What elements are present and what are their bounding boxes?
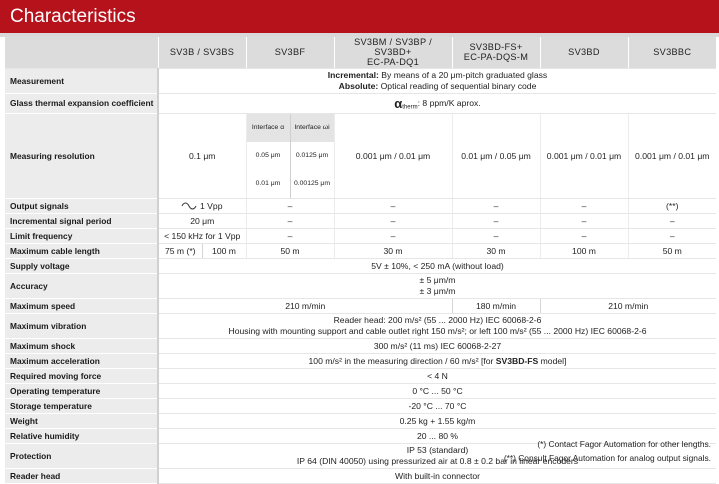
- column-header-line: SV3BM / SV3BP /: [354, 37, 432, 48]
- table-row: [5, 368, 716, 383]
- row-label: Maximum speed: [5, 298, 158, 313]
- cell: –: [628, 228, 716, 243]
- cell: 210 m/min: [158, 298, 452, 313]
- text: By means of a 20 μm-pitch graduated glass: [378, 69, 548, 80]
- cell: –: [452, 228, 540, 243]
- row-value: < 4 N: [158, 368, 716, 383]
- row-value: 5V ± 10%, < 250 mA (without load): [158, 258, 716, 273]
- cell-text: 1 Vpp: [200, 200, 223, 211]
- text-bold: Incremental:: [327, 69, 379, 80]
- text-line: ± 5 μm/m: [419, 274, 456, 285]
- column-header-line: SV3BD+: [374, 47, 412, 58]
- cell: 30 m: [452, 243, 540, 258]
- column-header-line: EC-PA-DQS-M: [463, 52, 529, 63]
- row-value: 20 ... 80 %: [158, 428, 716, 443]
- cell: –: [334, 213, 452, 228]
- row-value: [158, 68, 716, 93]
- row-value: [158, 93, 716, 113]
- subtable-cell: 0.00125 μm: [293, 179, 331, 187]
- row-value: 0.25 kg + 1.55 kg/m: [158, 413, 716, 428]
- cell: 0.01 μm / 0.05 μm: [452, 113, 540, 198]
- row-label: Maximum vibration: [5, 313, 158, 338]
- row-label: Reader head: [5, 468, 158, 483]
- row-value: 0 °C ... 50 °C: [158, 383, 716, 398]
- text: : 8 ppm/K aprox.: [417, 97, 481, 108]
- subtable-header: Interface ωi: [290, 114, 334, 142]
- table-row: [5, 68, 716, 93]
- row-label: Incremental signal period: [5, 213, 158, 228]
- row-label: Output signals: [5, 198, 158, 213]
- text-bold: SV3BD-FS: [495, 355, 539, 366]
- table-row: [5, 413, 716, 428]
- cell: [246, 113, 334, 198]
- cell: –: [452, 198, 540, 213]
- cell: –: [246, 228, 334, 243]
- row-value: [158, 353, 716, 368]
- table-row: [5, 228, 716, 243]
- text: 100 m/s² in the measuring direction / 60 m/s² [for: [308, 355, 496, 366]
- subtable-cell: 0.05 μm: [247, 142, 291, 170]
- table-row: [5, 338, 716, 353]
- row-label: Relative humidity: [5, 428, 158, 443]
- text-line: ± 3 μm/m: [419, 285, 456, 296]
- column-header-line: EC-PA-DQ1: [366, 57, 420, 68]
- table-row: [5, 198, 716, 213]
- subtable-header: Interface α: [247, 114, 291, 142]
- table-row: [5, 258, 716, 273]
- row-label: Maximum shock: [5, 338, 158, 353]
- cell: < 150 kHz for 1 Vpp: [158, 228, 246, 243]
- cell: 100 m: [540, 243, 628, 258]
- column-header: SV3B / SV3BS: [158, 37, 246, 68]
- cell: [158, 198, 246, 213]
- cell: (**): [628, 198, 716, 213]
- cell: 50 m: [246, 243, 334, 258]
- column-header: [452, 37, 540, 68]
- row-label: Limit frequency: [5, 228, 158, 243]
- cell: –: [540, 198, 628, 213]
- characteristics-table: [5, 37, 716, 484]
- subtable-cell: 0.0125 μm: [295, 151, 329, 159]
- cell: 100 m: [202, 243, 246, 258]
- table-row: [5, 113, 716, 198]
- text-bold: Absolute:: [338, 80, 379, 91]
- table-row: [5, 353, 716, 368]
- section-title: Characteristics: [0, 0, 719, 33]
- row-value: With built-in connector: [158, 468, 716, 483]
- column-header: SV3BF: [246, 37, 334, 68]
- cell: 0.001 μm / 0.01 μm: [334, 113, 452, 198]
- cell: –: [540, 228, 628, 243]
- row-label: Glass thermal expansion coefficient: [5, 93, 158, 113]
- subtable-cell: 0.01 μm: [247, 170, 291, 198]
- cell: –: [628, 213, 716, 228]
- table-row: [5, 273, 716, 298]
- row-value: 300 m/s² (11 ms) IEC 60068-2-27: [158, 338, 716, 353]
- cell: –: [540, 213, 628, 228]
- alpha-symbol: α: [394, 95, 403, 111]
- cell: 180 m/min: [452, 298, 540, 313]
- table-row: [5, 383, 716, 398]
- header-blank: [5, 37, 158, 68]
- row-label: Measurement: [5, 68, 158, 93]
- table-row: [5, 213, 716, 228]
- table-row: [5, 243, 716, 258]
- row-label: Accuracy: [5, 273, 158, 298]
- table-header-row: [5, 37, 716, 68]
- row-value: -20 °C ... 70 °C: [158, 398, 716, 413]
- row-label: Weight: [5, 413, 158, 428]
- cell: 50 m: [628, 243, 716, 258]
- row-label: Maximum acceleration: [5, 353, 158, 368]
- text-line: Housing with mounting support and cable outlet right 150 m/s²; or left 100 m/s² (55 ... 2000 Hz) IEC 60068-2-6: [228, 325, 647, 336]
- footnotes: [504, 437, 711, 465]
- cell: –: [246, 198, 334, 213]
- text-line: Reader head: 200 m/s² (55 ... 2000 Hz) IEC 60068-2-6: [333, 314, 542, 325]
- cell: 210 m/min: [540, 298, 716, 313]
- row-label: Maximum cable length: [5, 243, 158, 258]
- cell: 20 μm: [158, 213, 246, 228]
- footnote: (**) Consult Fagor Automation for analog output signals.: [503, 453, 711, 463]
- subscript: therm: [402, 103, 418, 110]
- table-row: [5, 298, 716, 313]
- column-header: SV3BBC: [628, 37, 716, 68]
- footnote: (*) Contact Fagor Automation for other lengths.: [537, 439, 711, 449]
- row-label: Operating temperature: [5, 383, 158, 398]
- row-label: Storage temperature: [5, 398, 158, 413]
- table-row: [5, 93, 716, 113]
- cell: 30 m: [334, 243, 452, 258]
- interface-subtable: [247, 114, 334, 198]
- table-row: [5, 398, 716, 413]
- cell: 0.001 μm / 0.01 μm: [628, 113, 716, 198]
- cell: 75 m (*): [158, 243, 202, 258]
- row-value: [158, 313, 716, 338]
- cell: –: [452, 213, 540, 228]
- column-header: [334, 37, 452, 68]
- cell: –: [334, 198, 452, 213]
- text-line: IP 64 (DIN 40050) using pressurized air at 0.8 ± 0.2 bar in linear encoders: [296, 455, 579, 466]
- row-label: Required moving force: [5, 368, 158, 383]
- row-label: Supply voltage: [5, 258, 158, 273]
- table-row: [5, 313, 716, 338]
- column-header-line: SV3BD-FS+: [469, 42, 523, 53]
- sine-wave-icon: [182, 203, 196, 209]
- table-row: [5, 468, 716, 483]
- text: Optical reading of sequential binary code: [378, 80, 537, 91]
- text: model]: [538, 355, 567, 366]
- row-label: Measuring resolution: [5, 113, 158, 198]
- cell: 0.001 μm / 0.01 μm: [540, 113, 628, 198]
- text-line: IP 53 (standard): [406, 444, 469, 455]
- cell: 0.1 μm: [158, 113, 246, 198]
- row-value: [158, 273, 716, 298]
- cell: –: [246, 213, 334, 228]
- column-header: SV3BD: [540, 37, 628, 68]
- cell: –: [334, 228, 452, 243]
- row-label: Protection: [5, 443, 158, 468]
